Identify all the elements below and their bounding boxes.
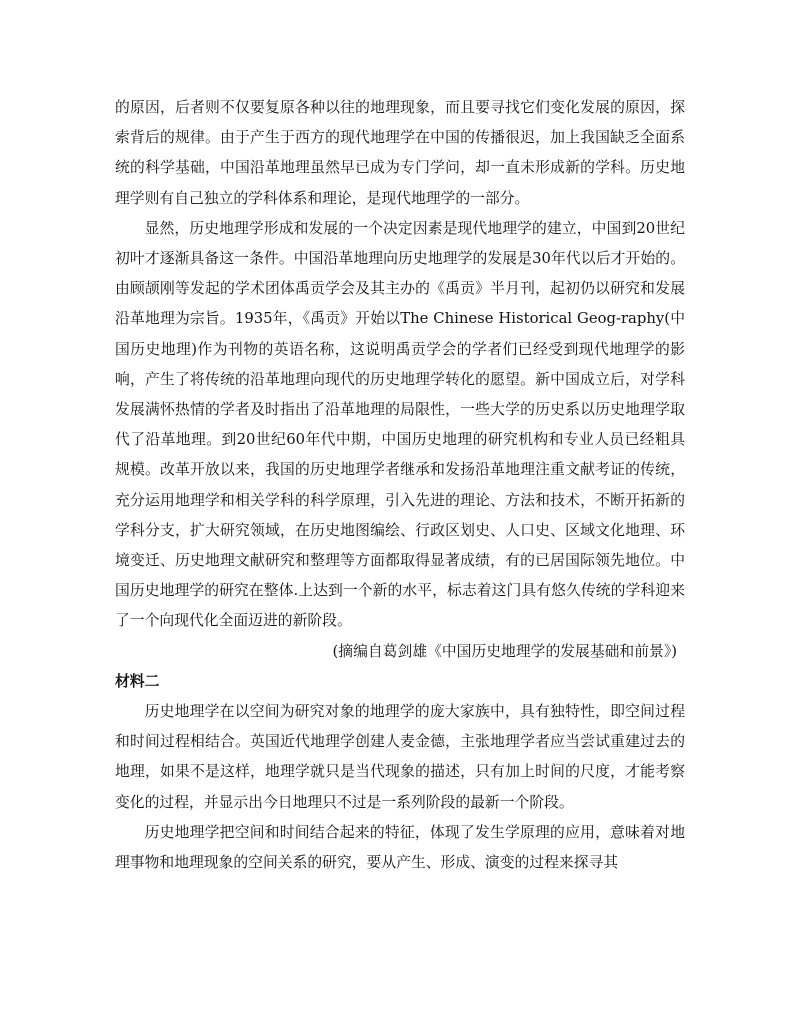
section-heading: 材料二 bbox=[115, 672, 160, 690]
paragraph-development: 显然，历史地理学形成和发展的一个决定因素是现代地理学的建立，中国到20世纪初叶才逐渐具备这一条件。中国沿革地理向历史地理学的发展是30年代以后才开始的。由顾颉刚等发起的学术团体禹贡学会及其主办的《禹贡》半月刊，起初仍以研究和发展沿革地理为宗旨。1935年，《禹贡》开始以The Chinese Historical Geog-raphy(中国历史地理)作为刊物的英语名称，这说明禹贡学会的学者们已经受到现代地理学的影响，产生了将传统的沿革地理向现代的历史地理学转化的愿望。新中国成立后，对学科发展满怀热情的学者及时指出了沿革地理的局限性，一些大学的历史系以历史地理学取代了沿革地理。到20世纪60年代中期，中国历史地理的研究机构和专业人员已经粗具规模。改革开放以来，我国的历史地理学者继承和发扬沿革地理注重文献考证的传统，充分运用地理学和相关学科的科学原理，引入先进的理论、方法和技术，不断开拓新的学科分支，扩大研究领域，在历史地图编绘、行政区划史、人口史、区域文化地理、环境变迁、历史地理文献研究和整理等方面都取得显著成绩，有的已居国际领先地位。中国历史地理学的研究在整体.上达到一个新的水平，标志着这门具有悠久传统的学科迎来了一个向现代化全面迈进的新阶段。 bbox=[115, 219, 685, 630]
document-page bbox=[115, 93, 685, 878]
paragraph-material-two-second: 历史地理学把空间和时间结合起来的特征，体现了发生学原理的应用，意味着对地理事物和地理现象的空间关系的研究，要从产生、形成、演变的过程来探寻其 bbox=[115, 823, 685, 872]
paragraph-material-two-first: 历史地理学在以空间为研究对象的地理学的庞大家族中，具有独特性，即空间过程和时间过程相结合。英国近代地理学创建人麦金德，主张地理学者应当尝试重建过去的地理，如果不是这样，地理学就只是当代现象的描述，只有加上时间的尺度，才能考察变化的过程，并显示出今日地理只不过是一系列阶段的最新一个阶段。 bbox=[115, 703, 685, 811]
paragraph-continued: 的原因，后者则不仅要复原各种以往的地理现象，而且要寻找它们变化发展的原因，探索背后的规律。由于产生于西方的现代地理学在中国的传播很迟，加上我国缺乏全面系统的科学基础，中国沿革地理虽然早已成为专门学问，却一直未形成新的学科。历史地理学则有自己独立的学科体系和理论，是现代地理学的一部分。 bbox=[115, 99, 685, 207]
source-citation: (摘编自葛剑雄《中国历史地理学的发展基础和前景》) bbox=[332, 642, 677, 660]
